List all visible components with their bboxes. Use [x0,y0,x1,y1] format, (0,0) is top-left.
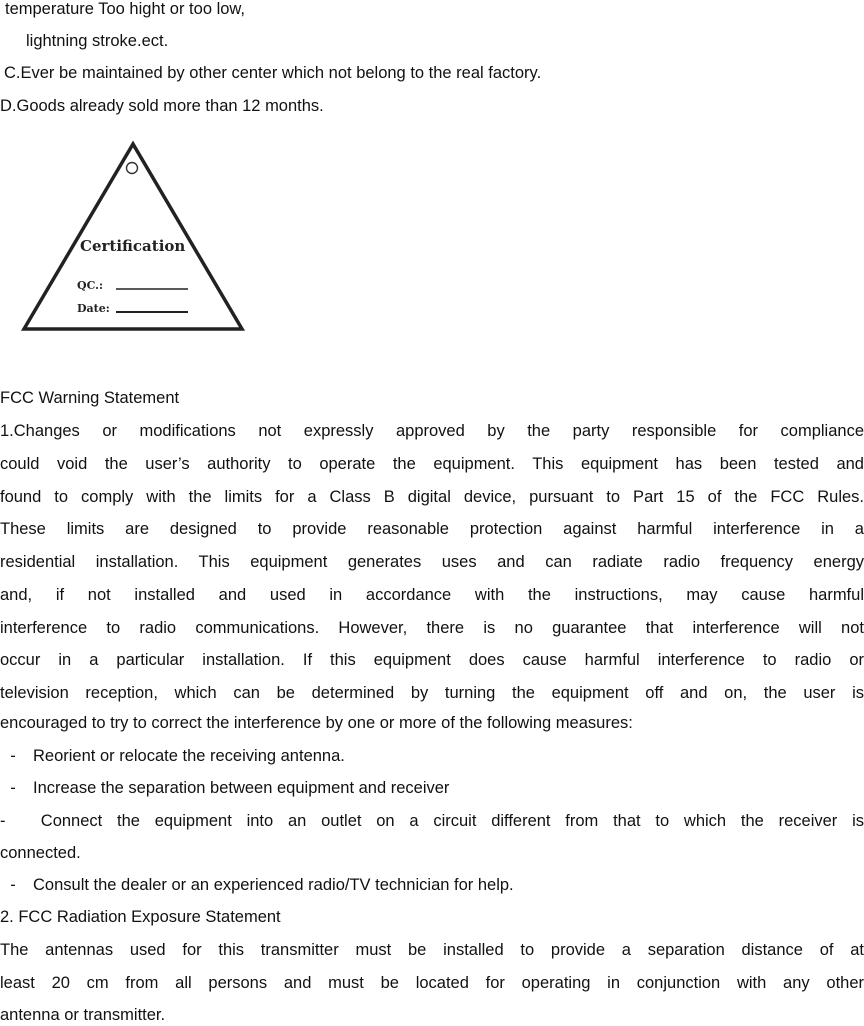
fcc-paragraph-1-line [0,584,864,606]
fcc-paragraph-1-last: encouraged to try to correct the interference by one or more of the following measures: [0,714,633,732]
intro-line-4: D.Goods already sold more than 12 months. [0,97,324,115]
fcc-paragraph-1-line-text: could void the user’s authority to operate the equipment. This equipment has been tested and [0,454,864,473]
bullet-dash: - [0,812,6,830]
fcc-paragraph-1-line-text: residential installation. This equipment generates uses and can radiate radio frequency energy [0,553,864,571]
bullet-text-2: Increase the separation between equipment and receiver [33,779,450,797]
fcc-paragraph-1-line-text: and, if not installed and used in accordance with the instructions, may cause harmful [0,585,864,604]
qc-label: QC.: [77,279,104,292]
bullet-dash: - [10,747,16,765]
fcc-heading: FCC Warning Statement [0,389,180,407]
fcc-paragraph-1-line-text: These limits are designed to provide reasonable protection against harmful interference in a [0,520,864,539]
fcc-paragraph-1-line-text: occur in a particular installation. If this equipment does cause harmful interference to radio or [0,651,864,670]
fcc-paragraph-2-line [0,939,864,961]
intro-line-3: C.Ever be maintained by other center which not belong to the real factory. [4,64,542,82]
bullet-text-4: Consult the dealer or an experienced radio/TV technician for help. [33,876,514,894]
certification-tag [20,140,246,334]
certification-title: Certification [80,237,186,255]
fcc-paragraph-2-line-text: The antennas used for this transmitter must be installed to provide a separation distance of at [0,941,864,959]
fcc-paragraph-1-line-text: 1.Changes or modifications not expressly approved by the party responsible for compliance [0,422,864,440]
fcc-paragraph-1-line [0,649,864,671]
fcc-paragraph-1-line-text: television reception, which can be determined by turning the equipment off and on, the user is [0,684,864,702]
fcc-paragraph-1-line-text: interference to radio communications. However, there is no guarantee that interference will not [0,618,864,637]
fcc-paragraph-2-last: antenna or transmitter. [0,1006,166,1024]
fcc-radiation-heading: 2. FCC Radiation Exposure Statement [0,908,281,926]
fcc-paragraph-1-line [0,551,864,573]
fcc-paragraph-1-line [0,453,864,475]
fcc-paragraph-2-line [0,972,864,994]
bullet-item-4 [0,874,514,896]
fcc-paragraph-2-line-text: least 20 cm from all persons and must be located for operating in conjunction with any other [0,973,864,992]
fcc-paragraph-1-line [0,682,864,704]
bullet-dash: - [10,779,16,797]
bullet-text-3: Connect the equipment into an outlet on a circuit different from that to which the receiver is [40,812,864,830]
fcc-paragraph-1-line [0,486,864,508]
bullet-item-3 [0,810,864,832]
fcc-paragraph-1-line [0,420,864,442]
date-label: Date: [77,302,110,315]
bullet-item-2 [0,777,449,799]
intro-line-2: lightning stroke.ect. [26,32,169,50]
bullet-text-1: Reorient or relocate the receiving antenna. [33,747,345,765]
bullet-item-1 [0,745,345,767]
intro-line-1: temperature Too hight or too low, [5,0,246,18]
bullet-dash: - [10,876,16,894]
fcc-paragraph-1-line-text: found to comply with the limits for a Class B digital device, pursuant to Part 15 of the FCC Rules. [0,487,864,506]
fcc-paragraph-1-line [0,617,864,639]
fcc-paragraph-1-line [0,518,864,540]
bullet-item-3-continued: connected. [0,844,81,862]
